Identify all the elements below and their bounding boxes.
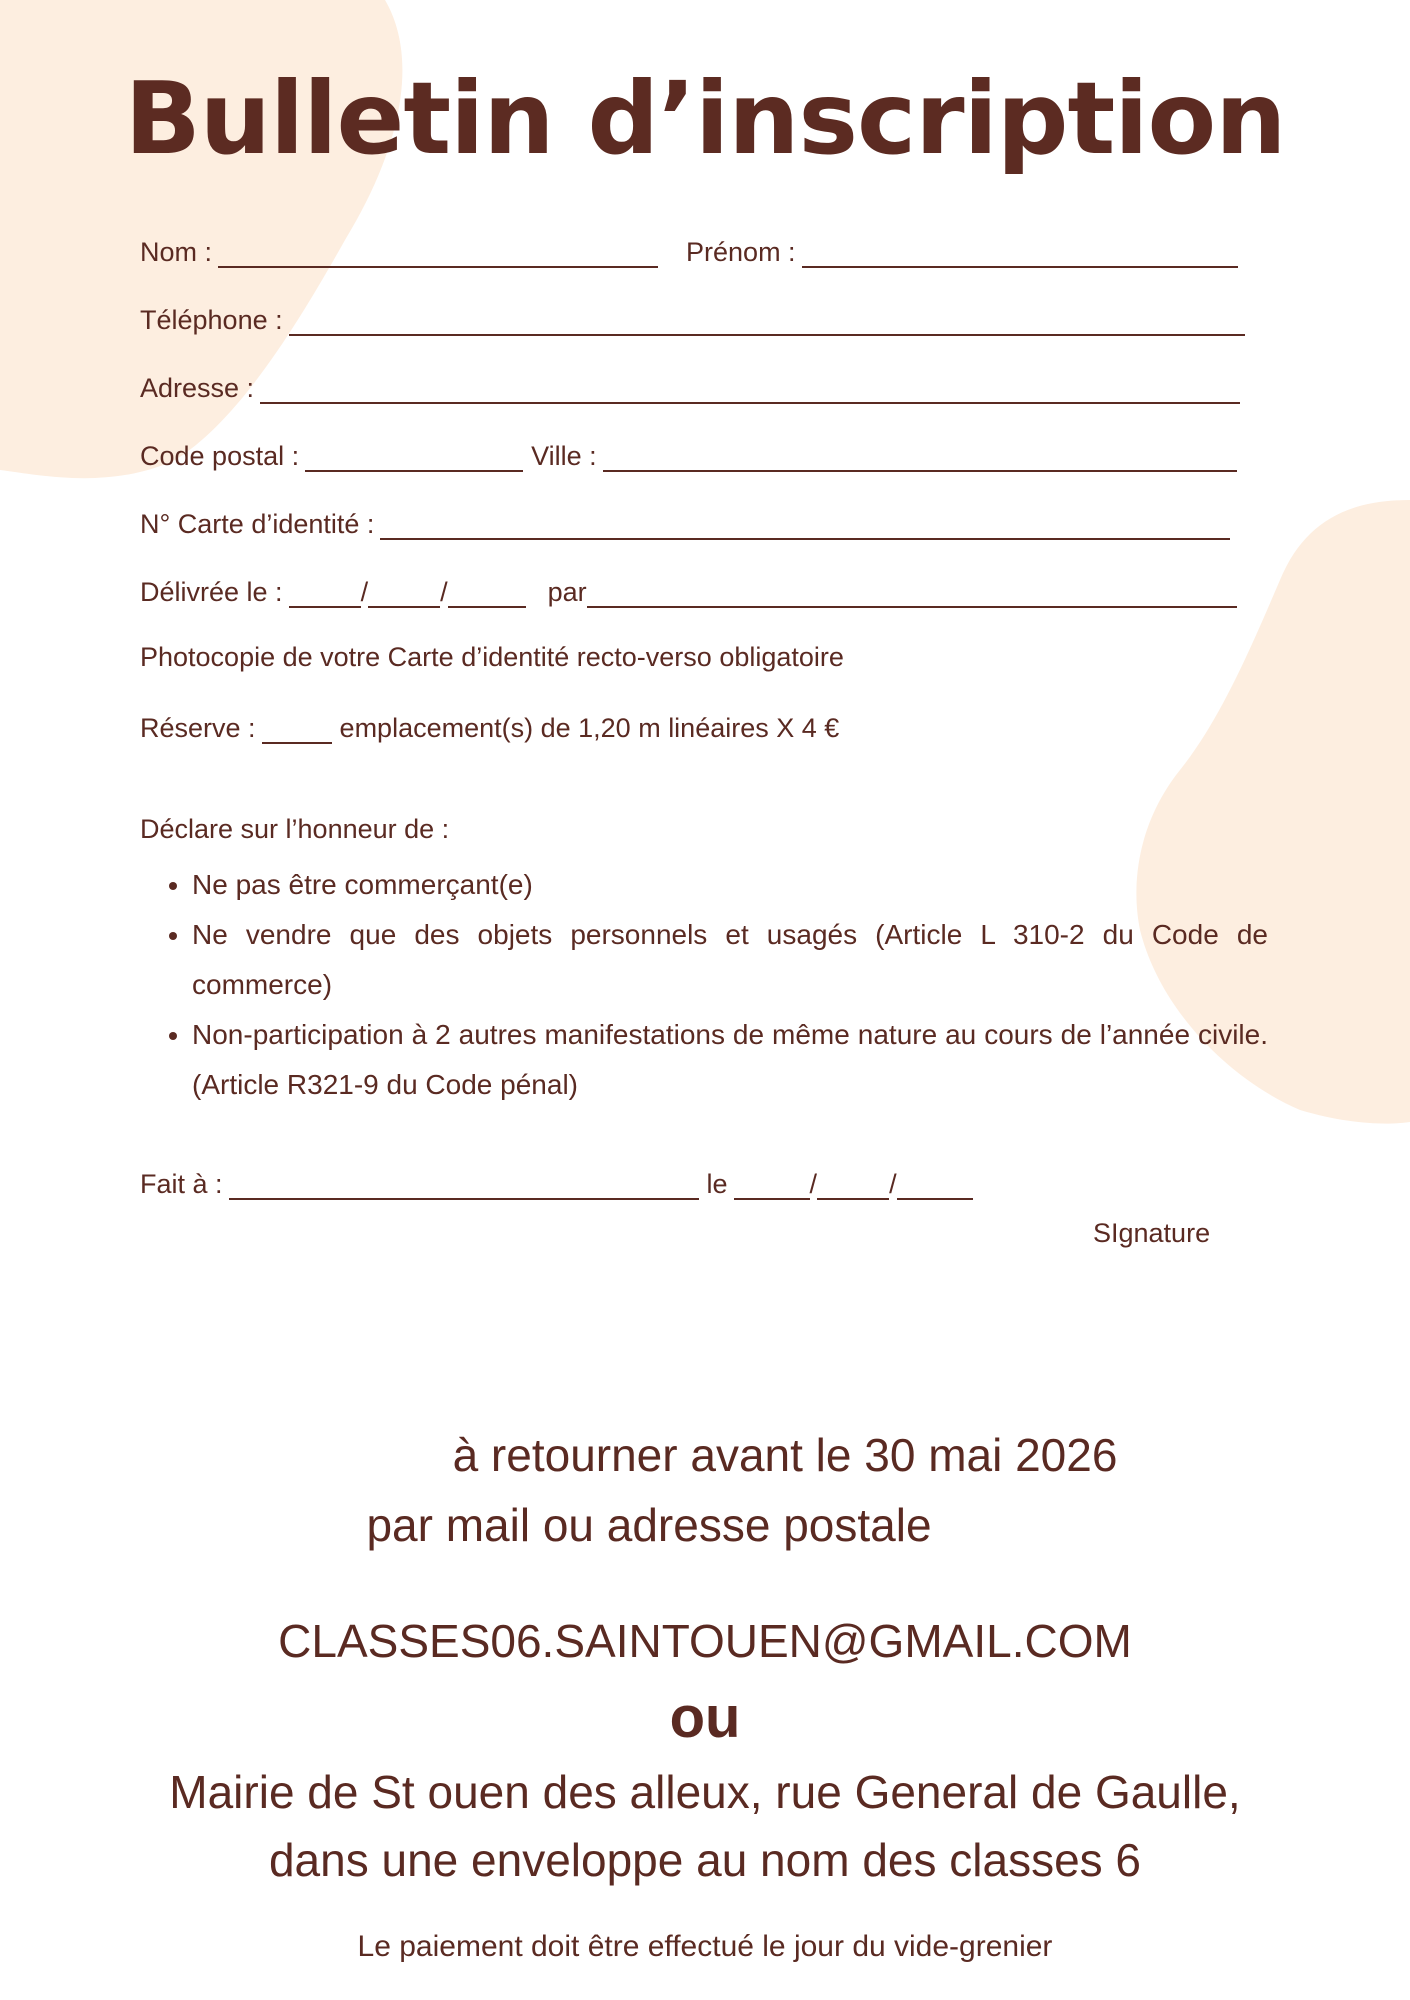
signature-label: SIgnature — [1093, 1218, 1211, 1248]
delivree-row — [140, 568, 1237, 608]
postal-address-line2: dans une enveloppe au nom des classes 6 — [268, 1834, 1142, 1886]
par-input-line[interactable] — [587, 580, 1237, 608]
adresse-label: Adresse : — [140, 373, 255, 403]
postal-address-line1: Mairie de St ouen des alleux, rue General de Gaulle, — [169, 1766, 1241, 1818]
declaration-item: • Ne pas être commerçant(e) — [192, 860, 1268, 910]
date-slash: / — [889, 1169, 897, 1199]
code-postal-label: Code postal : — [140, 441, 300, 471]
reserve-suffix: emplacement(s) de 1,20 m linéaires X 4 € — [339, 713, 840, 743]
fait-label: Fait à : — [140, 1169, 223, 1199]
declaration-list — [140, 860, 1268, 1110]
delivree-day-line[interactable] — [289, 580, 361, 608]
adresse-input-line[interactable] — [260, 376, 1240, 404]
reserve-input-line[interactable] — [262, 716, 332, 744]
delivree-month-line[interactable] — [368, 580, 440, 608]
fait-day-line[interactable] — [734, 1172, 810, 1200]
carte-input-line[interactable] — [380, 512, 1230, 540]
nom-label: Nom : — [140, 237, 213, 267]
name-row — [140, 228, 1238, 268]
reserve-row — [140, 704, 839, 744]
adresse-row — [140, 364, 1240, 404]
nom-input-line[interactable] — [218, 240, 658, 268]
prenom-label: Prénom : — [686, 237, 796, 267]
par-label: par — [547, 577, 587, 607]
contact-email[interactable]: CLASSES06.SAINTOUEN@GMAIL.COM — [278, 1615, 1132, 1667]
code-postal-row — [140, 432, 1237, 472]
ville-input-line[interactable] — [603, 444, 1237, 472]
reserve-label: Réserve : — [140, 713, 256, 743]
or-separator: ou — [669, 1685, 741, 1750]
telephone-label: Téléphone : — [140, 305, 283, 335]
fait-input-line[interactable] — [229, 1172, 699, 1200]
fait-row — [140, 1160, 973, 1200]
date-slash: / — [440, 577, 448, 607]
delivree-year-line[interactable] — [448, 580, 526, 608]
return-deadline: à retourner avant le 30 mai 2026 — [452, 1429, 1118, 1481]
date-slash: / — [360, 577, 369, 607]
telephone-input-line[interactable] — [289, 308, 1245, 336]
carte-label: N° Carte d’identité : — [140, 509, 375, 539]
code-postal-input-line[interactable] — [305, 444, 523, 472]
payment-note: Le paiement doit être effectué le jour du vide-grenier — [357, 1930, 1053, 1963]
carte-row — [140, 500, 1230, 540]
ville-label: Ville : — [531, 441, 597, 471]
prenom-input-line[interactable] — [802, 240, 1238, 268]
declaration-item: • Non-participation à 2 autres manifestations de même nature au cours de l’année civile. (Article R321-9 du Code pénal) — [192, 1010, 1268, 1110]
date-slash: / — [809, 1169, 818, 1199]
telephone-row — [140, 296, 1245, 336]
photocopie-note: Photocopie de votre Carte d’identité recto-verso obligatoire — [140, 642, 844, 672]
declaration-item: • Ne vendre que des objets personnels et usagés (Article L 310-2 du Code de commerce) — [192, 910, 1268, 1010]
fait-year-line[interactable] — [897, 1172, 973, 1200]
page-title: Bulletin d’inscription — [124, 60, 1286, 177]
return-method: par mail ou adresse postale — [366, 1499, 932, 1551]
le-label: le — [706, 1169, 728, 1199]
declaration-heading: Déclare sur l’honneur de : — [140, 814, 450, 844]
delivree-label: Délivrée le : — [140, 577, 283, 607]
fait-month-line[interactable] — [817, 1172, 889, 1200]
